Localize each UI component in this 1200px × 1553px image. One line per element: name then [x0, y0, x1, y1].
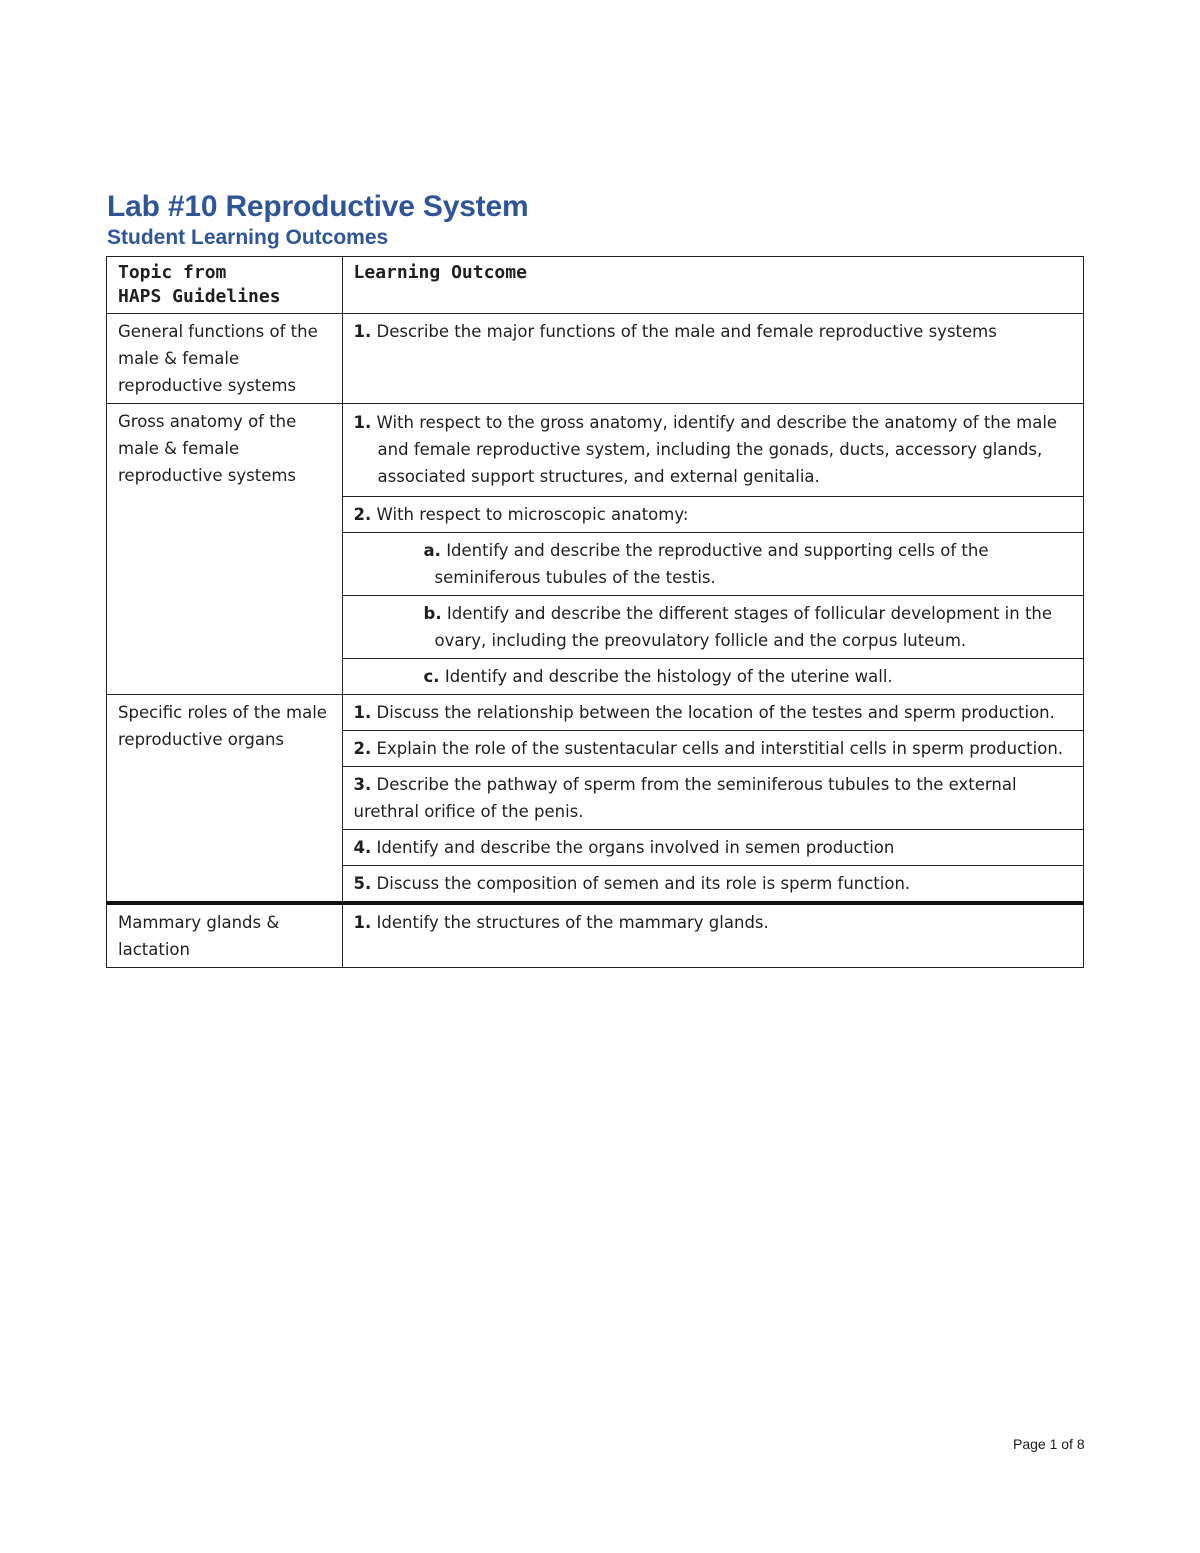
outcome-text: Identify and describe the organs involved in semen production: [376, 838, 895, 857]
outcome-number: 2.: [353, 505, 372, 524]
topic-cell-gross-anatomy: Gross anatomy of the male & female reproductive systems: [107, 404, 343, 695]
outcome-cell: [342, 596, 1083, 659]
outcome-text: Describe the major functions of the male and female reproductive systems: [376, 322, 997, 341]
table-row: [107, 903, 1084, 968]
table-row: [107, 695, 1084, 731]
outcome-cell: [342, 404, 1083, 497]
outcome-item: [354, 537, 1073, 591]
outcome-number: 1.: [353, 703, 372, 722]
outcome-number: 1.: [353, 322, 372, 341]
header-outcome: Learning Outcome: [342, 257, 1083, 314]
outcome-item: [354, 600, 1073, 654]
table-row: [107, 404, 1084, 497]
outcome-cell: [342, 695, 1083, 731]
table-header-row: [107, 257, 1084, 314]
outcome-text: With respect to the gross anatomy, identify and describe the anatomy of the male and female reproductive system, including the gonads, ducts, accessory glands, associated support structures, and external genitalia.: [376, 413, 1058, 486]
header-topic: [107, 257, 343, 314]
outcome-text: Describe the pathway of sperm from the seminiferous tubules to the external urethral orifice of the penis.: [353, 775, 1017, 821]
outcome-cell: [342, 767, 1083, 830]
outcome-text: Identify the structures of the mammary glands.: [376, 913, 769, 932]
outcome-item: [354, 663, 1073, 690]
learning-outcomes-table: [106, 256, 1084, 968]
outcome-cell: [342, 497, 1083, 533]
outcome-cell: [342, 866, 1083, 904]
outcome-text: Identify and describe the different stages of follicular development in the ovary, including the preovulatory follicle and the corpus luteum.: [434, 604, 1053, 650]
topic-cell-mammary-glands: Mammary glands & lactation: [107, 903, 343, 968]
outcome-text: With respect to microscopic anatomy:: [376, 505, 689, 524]
outcome-number: 5.: [353, 874, 372, 893]
outcome-number: 3.: [353, 775, 372, 794]
outcome-text: Discuss the relationship between the location of the testes and sperm production.: [376, 703, 1055, 722]
outcome-letter: a.: [423, 541, 441, 560]
topic-cell-general-functions: General functions of the male & female reproductive systems: [107, 314, 343, 404]
topic-cell-male-organs: Specific roles of the male reproductive organs: [107, 695, 343, 904]
outcome-letter: b.: [423, 604, 442, 623]
document-title: Lab #10 Reproductive System: [107, 190, 529, 223]
outcome-cell: [342, 533, 1083, 596]
outcome-text: Discuss the composition of semen and its role is sperm function.: [376, 874, 911, 893]
outcome-text: Explain the role of the sustentacular cells and interstitial cells in sperm production.: [376, 739, 1064, 758]
outcome-number: 1.: [353, 413, 372, 432]
outcome-cell: [342, 903, 1083, 968]
outcome-cell: [342, 731, 1083, 767]
document-subtitle: Student Learning Outcomes: [107, 226, 389, 249]
outcome-item: [354, 409, 1073, 490]
header-topic-line2: HAPS Guidelines: [118, 286, 281, 307]
outcome-cell: [342, 314, 1083, 404]
outcome-cell: [342, 659, 1083, 695]
outcome-letter: c.: [423, 667, 440, 686]
outcome-number: 4.: [353, 838, 372, 857]
outcome-cell: [342, 830, 1083, 866]
page-number: Page 1 of 8: [1013, 1436, 1085, 1452]
header-topic-line1: Topic from: [118, 262, 227, 283]
outcome-text: Identify and describe the reproductive and supporting cells of the seminiferous tubules of the testis.: [434, 541, 989, 587]
table-row: [107, 314, 1084, 404]
outcome-number: 1.: [353, 913, 372, 932]
outcome-text: Identify and describe the histology of the uterine wall.: [444, 667, 893, 686]
outcome-number: 2.: [353, 739, 372, 758]
